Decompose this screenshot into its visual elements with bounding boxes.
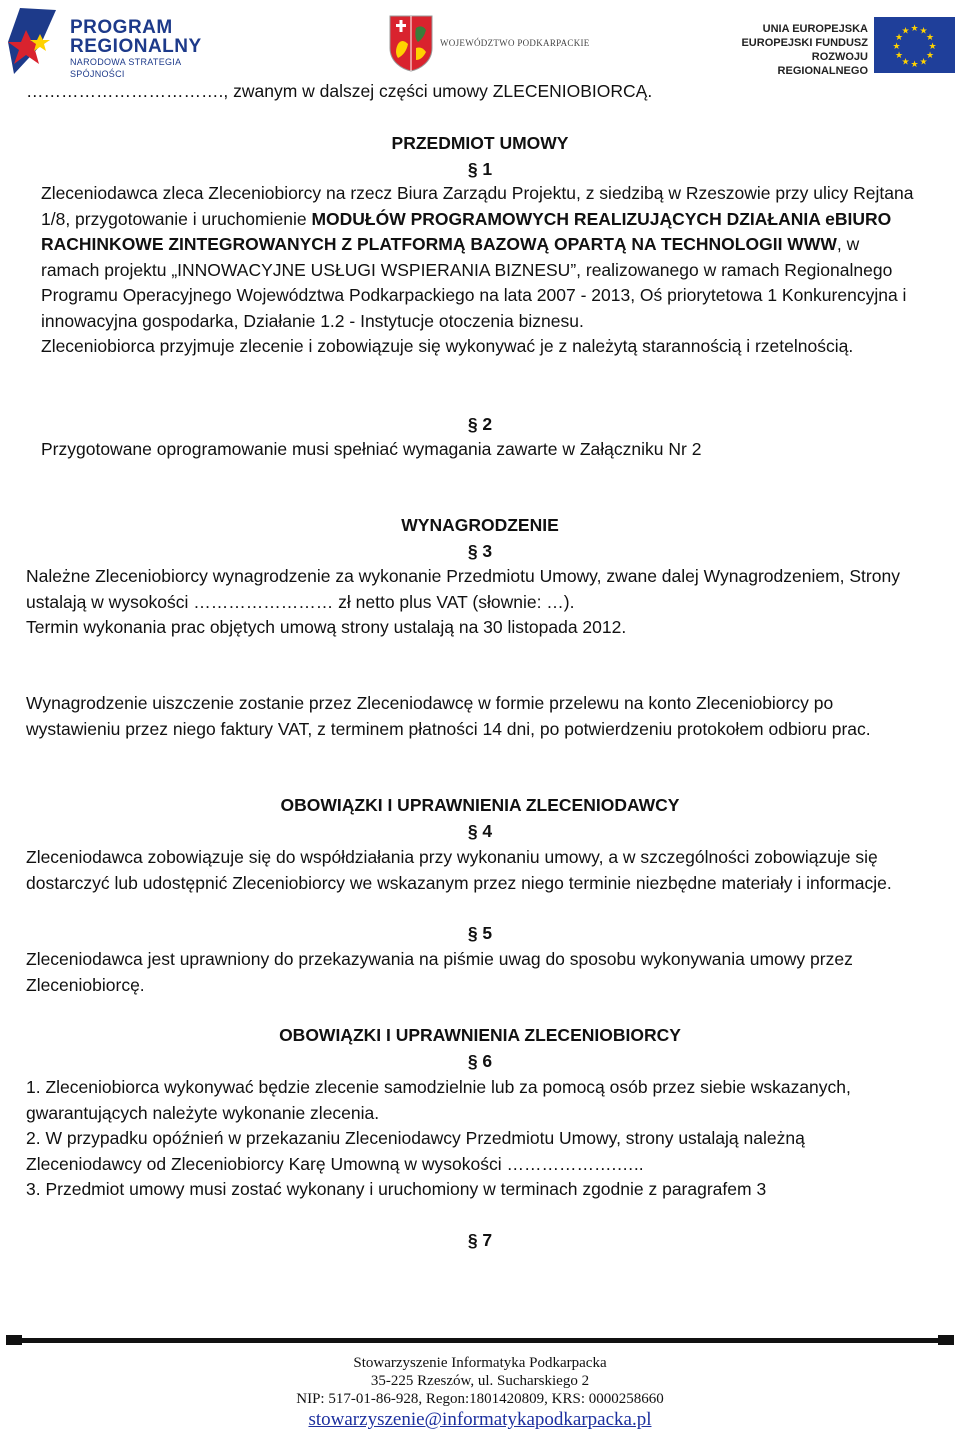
wojewodztwo-text: WOJEWÓDZTWO PODKARPACKIE xyxy=(440,38,590,48)
paragraph-4-text xyxy=(26,845,892,896)
paragraph-3-payment xyxy=(26,691,871,742)
star-emblem-icon xyxy=(6,6,66,76)
eu-flag-icon xyxy=(874,17,955,73)
section-title-pay: WYNAGRODZENIE xyxy=(401,515,559,535)
intro-line: ……………………………., zwanym w dalszej części umowy ZLECENIOBIORCĄ. xyxy=(26,81,653,101)
svg-text:★: ★ xyxy=(910,24,919,34)
text-line: Termin wykonania prac objętych umową strony ustalają na 30 listopada 2012. xyxy=(26,617,627,637)
text-line: RACHINKOWE ZINTEGROWANYCH Z PLATFORMĄ BAZOWĄ OPARTĄ NA TECHNOLOGII WWW, w xyxy=(41,234,860,254)
coat-of-arms-icon xyxy=(388,14,434,72)
svg-text:★: ★ xyxy=(892,42,901,52)
text-line: wystawieniu przez niego faktury VAT, z terminem płatności 14 dni, po potwierdzeniu protokołem odbioru prac. xyxy=(26,718,871,739)
paragraph-1-heading: § 1 xyxy=(467,159,493,179)
paragraph-3-text xyxy=(26,564,900,641)
paragraph-1-text xyxy=(41,181,913,360)
section-title-contractor: OBOWIĄZKI I UPRAWNIENIA ZLECENIOBIORCY xyxy=(279,1025,681,1045)
section-title-subject: PRZEDMIOT UMOWY xyxy=(391,133,569,153)
text-line: dostarczyć lub udostępnić Zleceniobiorcy we wskazanym przez niego terminie niezbędne materiały i informacje. xyxy=(26,872,892,893)
paragraph-5-heading: § 5 xyxy=(467,923,493,943)
text-line: Wynagrodzenie uiszczenie zostanie przez Zleceniodawcę w formie przelewu na konto Zleceniobiorcy po xyxy=(26,693,834,713)
text-line: Zleceniodawca jest uprawniony do przekazywania na piśmie uwag do sposobu wykonywania umowy przez xyxy=(26,949,853,969)
paragraph-6-text xyxy=(26,1075,851,1203)
program-regionalny-logo xyxy=(6,6,236,79)
svg-text:★: ★ xyxy=(894,51,904,61)
list-item: 3. Przedmiot umowy musi zostać wykonany i uruchomiony w terminach zgodnie z paragrafem 3 xyxy=(26,1179,767,1199)
svg-text:★: ★ xyxy=(919,26,928,37)
list-item: 1. Zleceniobiorca wykonywać będzie zlecenie samodzielnie lub za pomocą osób przez siebie wskazanych, xyxy=(26,1077,851,1097)
section-title-client: OBOWIĄZKI I UPRAWNIENIA ZLECENIODAWCY xyxy=(280,795,680,815)
program-regionalny-text xyxy=(70,18,236,80)
text-line: Należne Zleceniobiorcy wynagrodzenie za wykonanie Przedmiotu Umowy, zwane dalej Wynagrodzeniem, Strony xyxy=(26,566,900,586)
text-line: innowacyjna gospodarka, Działanie 1.2 - Instytucje otoczenia biznesu. xyxy=(41,310,584,331)
footer-email-link[interactable]: stowarzyszenie@informatykapodkarpacka.pl xyxy=(308,1409,652,1430)
footer-ids: NIP: 517-01-86-928, Regon:1801420809, KRS: 0000258660 xyxy=(296,1391,664,1407)
svg-text:★: ★ xyxy=(925,51,935,61)
text-line: Programu Operacyjnego Województwa Podkarpackiego na lata 2007 - 2013, Oś priorytetowa 1 Konkurencyjna i xyxy=(41,285,907,305)
footer xyxy=(0,1354,960,1432)
svg-text:★: ★ xyxy=(928,42,937,52)
svg-text:★: ★ xyxy=(901,57,910,68)
list-item: 2. W przypadku opóźnień w przekazaniu Zleceniodawcy Przedmiotu Umowy, strony ustalają należną xyxy=(26,1128,805,1148)
divider-bar xyxy=(22,1338,938,1343)
text-line: Zleceniobiorca przyjmuje zlecenie i zobowiązuje się wykonywać je z należytą starannością i rzetelnością. xyxy=(41,336,854,356)
svg-text:★: ★ xyxy=(901,26,910,37)
list-item: Zleceniodawcy od Zleceniobiorcy Karę Umowną w wysokości ……………….….. xyxy=(26,1153,644,1174)
paragraph-5-text xyxy=(26,947,853,998)
svg-text:★: ★ xyxy=(910,60,919,70)
footer-divider xyxy=(0,1334,960,1346)
eu-line3: ROZWOJU REGIONALNEGO xyxy=(777,51,868,77)
eu-logo xyxy=(720,16,956,76)
eu-text xyxy=(720,22,868,78)
svg-text:★: ★ xyxy=(925,33,935,43)
text-line: Zleceniodawca zleca Zleceniobiorcy na rzecz Biura Zarządu Projektu, z siedzibą w Rzeszowie przy ulicy Rejtana xyxy=(41,183,914,203)
text-line: Zleceniodawca zobowiązuje się do współdziałania przy wykonaniu umowy, a w szczególności zobowiązuje się xyxy=(26,847,878,867)
divider-cap-right xyxy=(938,1335,954,1345)
list-item: gwarantujących należyte wykonanie zlecenia. xyxy=(26,1102,380,1123)
paragraph-3-heading: § 3 xyxy=(467,541,493,561)
program-title-line1: PROGRAM xyxy=(70,17,173,38)
footer-address: 35-225 Rzeszów, ul. Sucharskiego 2 xyxy=(370,1373,590,1389)
paragraph-7-heading: § 7 xyxy=(467,1230,493,1250)
paragraph-6-heading: § 6 xyxy=(467,1051,493,1071)
program-title-line2: REGIONALNY xyxy=(70,36,202,57)
divider-cap-left xyxy=(6,1335,22,1345)
text-line: Zleceniobiorcę. xyxy=(26,974,145,995)
eu-line1: UNIA EUROPEJSKA xyxy=(762,23,868,35)
text-bold: RACHINKOWE ZINTEGROWANYCH Z PLATFORMĄ BAZOWĄ OPARTĄ NA TECHNOLOGII WWW xyxy=(41,234,837,254)
program-subtitle: NARODOWA STRATEGIA SPÓJNOŚCI xyxy=(70,57,181,79)
svg-text:★: ★ xyxy=(919,57,928,68)
paragraph-4-heading: § 4 xyxy=(467,821,493,841)
wojewodztwo-logo xyxy=(388,14,598,74)
text-line: ramach projektu „INNOWACYJNE USŁUGI WSPIERANIA BIZNESU”, realizowanego w ramach Regionalnego xyxy=(41,259,893,280)
footer-org: Stowarzyszenie Informatyka Podkarpacka xyxy=(353,1355,607,1371)
text-line: ustalają w wysokości …………………… zł netto plus VAT (słownie: …). xyxy=(26,591,575,612)
logo-header xyxy=(0,0,960,80)
text-bold: MODUŁÓW PROGRAMOWYCH REALIZUJĄCYCH DZIAŁANIA eBIURO xyxy=(311,208,892,229)
paragraph-2-heading: § 2 xyxy=(467,414,493,434)
text-line: 1/8, przygotowanie i uruchomienie MODUŁÓW PROGRAMOWYCH REALIZUJĄCYCH DZIAŁANIA eBIURO xyxy=(41,208,892,229)
svg-text:★: ★ xyxy=(894,33,904,43)
eu-line2: EUROPEJSKI FUNDUSZ xyxy=(741,37,868,49)
paragraph-2-text: Przygotowane oprogramowanie musi spełniać wymagania zawarte w Załączniku Nr 2 xyxy=(41,439,702,459)
